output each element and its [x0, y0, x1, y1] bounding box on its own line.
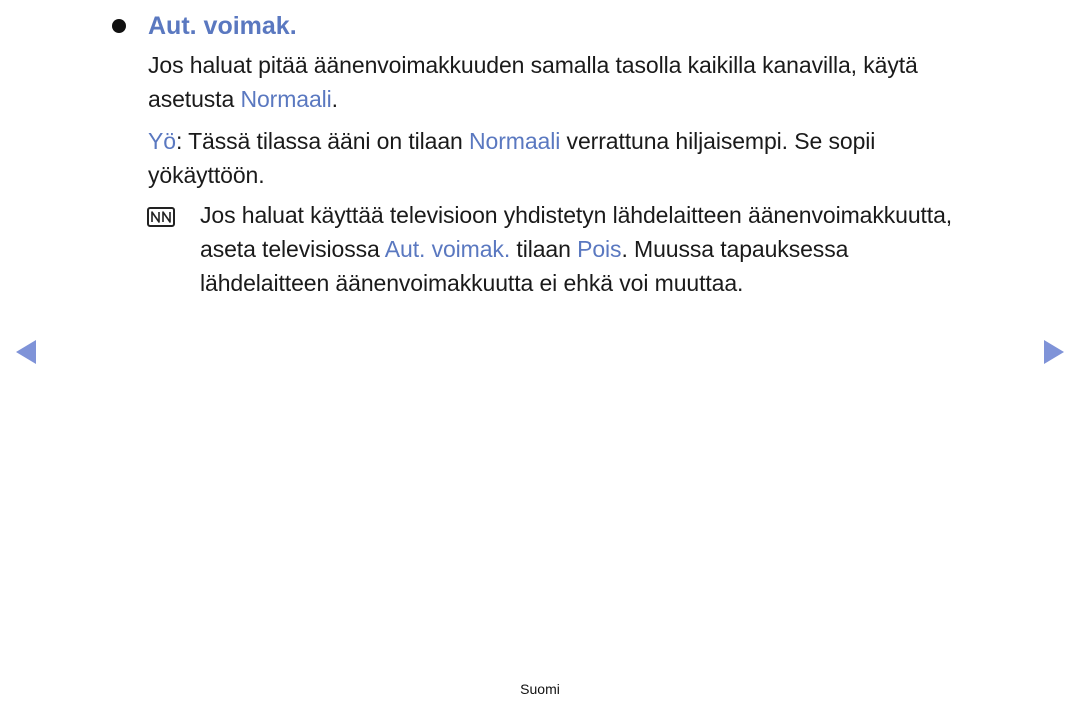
note-line: Jos haluat käyttää televisioon yhdistetyn lähdelaitteen äänenvoimakkuutta,	[200, 202, 953, 228]
note-line: lähdelaitteen äänenvoimakkuutta ei ehkä voi muuttaa.	[200, 270, 744, 296]
text-span: verrattuna hiljaisempi. Se sopii	[560, 128, 876, 154]
triangle-left-icon	[14, 338, 42, 366]
highlight-term: Pois	[577, 236, 622, 262]
paragraph-line	[148, 82, 918, 116]
previous-page-button[interactable]	[14, 338, 42, 366]
triangle-right-icon	[1038, 338, 1066, 366]
text-span: : Tässä tilassa ääni on tilaan	[175, 128, 470, 154]
highlight-term: Yö	[148, 128, 176, 154]
text-span: asetusta	[148, 86, 241, 112]
paragraph-auto-volume	[148, 48, 918, 116]
text-span: .	[331, 86, 338, 112]
next-page-button[interactable]	[1038, 338, 1066, 366]
paragraph-line: yökäyttöön.	[148, 162, 265, 188]
paragraph-night-mode	[148, 124, 875, 192]
note-line	[200, 232, 952, 266]
bullet-icon	[112, 19, 126, 33]
text-span: tilaan	[510, 236, 578, 262]
highlight-term: Aut. voimak.	[384, 236, 511, 262]
paragraph-line: Jos haluat pitää äänenvoimakkuuden samalla tasolla kaikilla kanavilla, käytä	[148, 52, 918, 78]
highlight-term: Normaali	[240, 86, 332, 112]
note-text	[200, 198, 952, 300]
note-icon	[147, 207, 175, 227]
highlight-term: Normaali	[469, 128, 561, 154]
footer-language: Suomi	[520, 681, 560, 697]
section-title: Aut. voimak.	[148, 12, 297, 40]
text-span: aseta televisiossa	[200, 236, 385, 262]
paragraph-line	[148, 124, 875, 158]
text-span: . Muussa tapauksessa	[621, 236, 849, 262]
